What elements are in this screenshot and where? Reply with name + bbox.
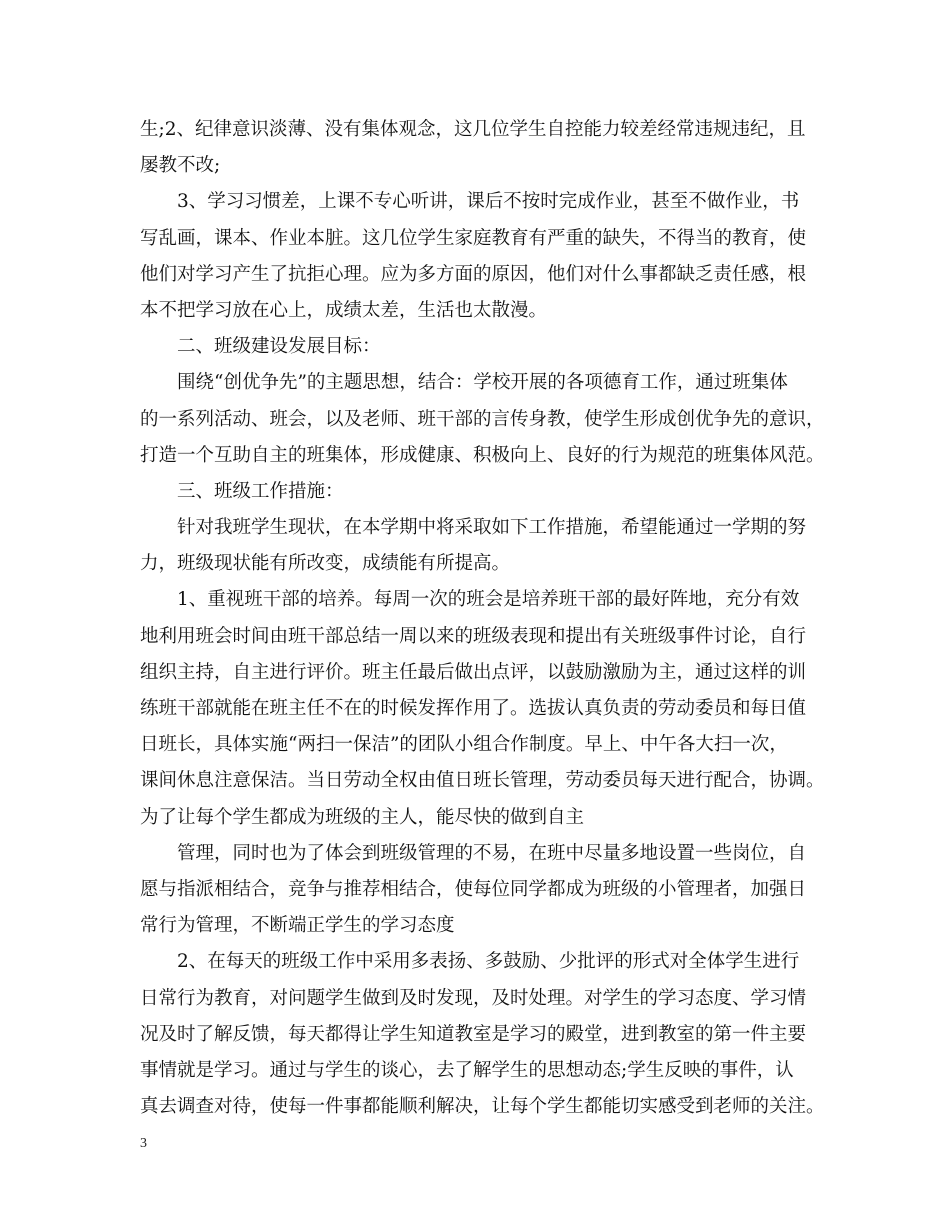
text-line: 的一系列活动、班会，以及老师、班干部的言传身教，使学生形成创优争先的意识， bbox=[140, 408, 825, 430]
text-line: 为了让每个学生都成为班级的主人，能尽快的做到自主 bbox=[140, 806, 585, 828]
text-line: 他们对学习产生了抗拒心理。应为多方面的原因，他们对什么事都缺乏责任感，根 bbox=[140, 263, 807, 285]
text-line: 真去调查对待，使每一件事都能顺利解决，让每个学生都能切实感受到老师的关注。 bbox=[140, 1096, 825, 1118]
text-line: 本不把学习放在心上，成绩太差，生活也太散漫。 bbox=[140, 299, 548, 321]
text-line: 针对我班学生现状，在本学期中将采取如下工作措施，希望能通过一学期的努 bbox=[177, 517, 807, 539]
text-line: 课间休息注意保洁。当日劳动全权由值日班长管理，劳动委员每天进行配合，协调。 bbox=[140, 770, 825, 792]
section-heading: 三、班级工作措施： bbox=[177, 480, 344, 502]
text-line: 2、在每天的班级工作中采用多表扬、多鼓励、少批评的形式对全体学生进行 bbox=[177, 951, 800, 973]
text-line: 日常行为教育，对问题学生做到及时发现，及时处理。对学生的学习态度、学习情 bbox=[140, 987, 807, 1009]
page-number: 3 bbox=[140, 1136, 147, 1151]
text-line: 日班长，具体实施“两扫一保洁”的团队小组合作制度。早上、中午各大扫一次， bbox=[140, 734, 788, 756]
text-line: 屡教不改; bbox=[140, 155, 221, 177]
document-body bbox=[140, 112, 830, 1125]
text-line: 地利用班会时间由班干部总结一周以来的班级表现和提出有关班级事件讨论，自行 bbox=[140, 625, 807, 647]
text-line: 练班干部就能在班主任不在的时候发挥作用了。选拔认真负责的劳动委员和每日值 bbox=[140, 698, 807, 719]
text-line: 组织主持，自主进行评价。班主任最后做出点评，以鼓励激励为主，通过这样的训 bbox=[140, 661, 807, 683]
text-line: 生;2、纪律意识淡薄、没有集体观念，这几位学生自控能力较差经常违规违纪，且 bbox=[140, 119, 806, 140]
text-line: 围绕“创优争先”的主题思想，结合：学校开展的各项德育工作，通过班集体 bbox=[177, 372, 788, 394]
text-line: 况及时了解反馈，每天都得让学生知道教室是学习的殿堂，进到教室的第一件主要 bbox=[140, 1023, 807, 1045]
text-line: 力，班级现状能有所改变，成绩能有所提高。 bbox=[140, 553, 511, 575]
text-line: 打造一个互助自主的班集体，形成健康、积极向上、良好的行为规范的班集体风范。 bbox=[140, 444, 825, 466]
text-line: 事情就是学习。通过与学生的谈心，去了解学生的思想动态;学生反映的事件，认 bbox=[140, 1059, 794, 1081]
text-line: 3、学习习惯差，上课不专心听讲，课后不按时完成作业，甚至不做作业，书 bbox=[177, 191, 800, 213]
text-line: 写乱画，课本、作业本脏。这几位学生家庭教育有严重的缺失，不得当的教育，使 bbox=[140, 227, 807, 249]
text-line: 1、重视班干部的培养。每周一次的班会是培养班干部的最好阵地，充分有效 bbox=[177, 589, 800, 611]
text-line: 常行为管理，不断端正学生的学习态度 bbox=[140, 915, 455, 937]
section-heading: 二、班级建设发展目标： bbox=[177, 336, 381, 358]
text-line: 管理，同时也为了体会到班级管理的不易，在班中尽量多地设置一些岗位，自 bbox=[177, 842, 807, 864]
text-line: 愿与指派相结合，竞争与推荐相结合，使每位同学都成为班级的小管理者，加强日 bbox=[140, 878, 807, 900]
